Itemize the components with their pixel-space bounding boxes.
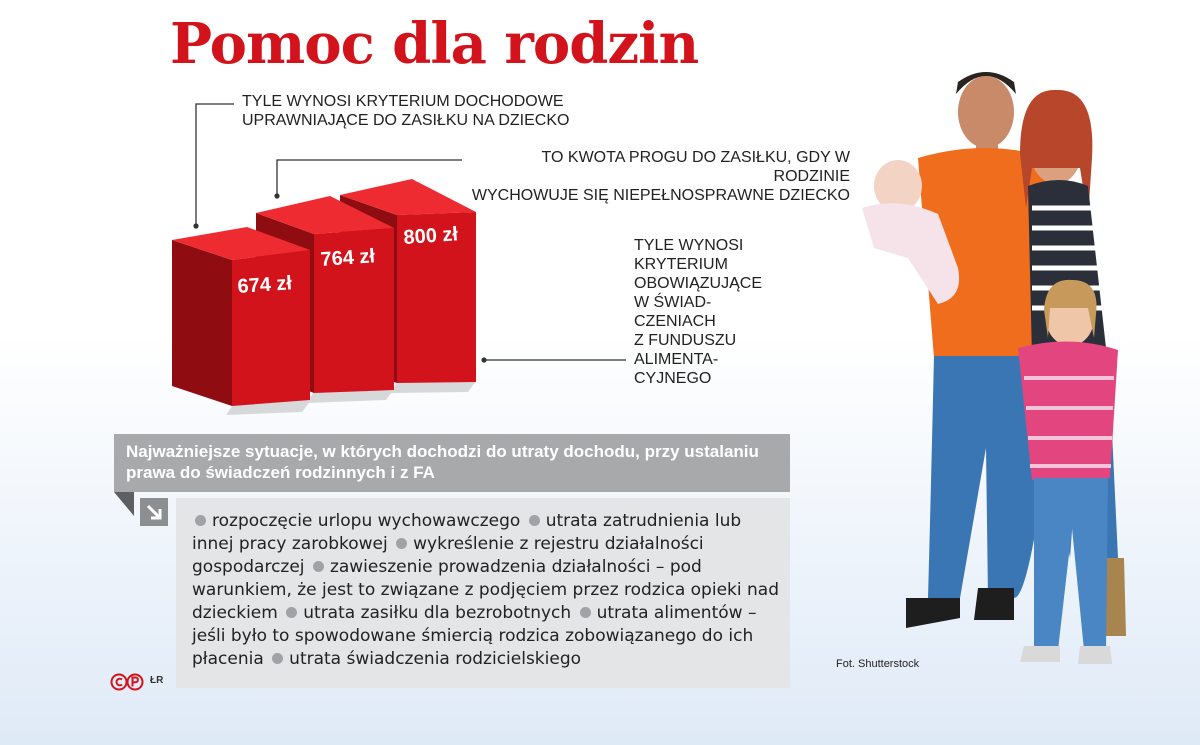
bullet-icon — [580, 607, 591, 618]
bar-800-label: 800 zł — [402, 223, 459, 249]
situations-header-text: Najważniejsze sytuacje, w których dochodzi do utraty dochodu, przy ustalaniu prawa do świadczeń rodzinnych i z FA — [126, 442, 759, 482]
leader-dot-3 — [481, 357, 486, 362]
leader-line-1 — [196, 104, 234, 226]
arrow-down-right-icon-glyph — [140, 498, 168, 526]
family-photo — [788, 58, 1148, 678]
leader-dot-2 — [274, 193, 279, 198]
situations-box — [176, 498, 790, 688]
note-alimony-fund-criterion: TYLE WYNOSI KRYTERIUM OBOWIĄZUJĄCE W ŚWIAD- CZENIACH Z FUNDUSZU ALIMENTA- CYJNEGO — [634, 237, 763, 387]
author-initials: ŁR — [150, 675, 164, 686]
bar-674-side — [172, 240, 232, 406]
note-disabled-child-threshold: TO KWOTA PROGU DO ZASIŁKU, GDY W RODZINIE WYCHOWUJE SIĘ NIEPEŁNOSPRAWNE DZIECKO — [471, 149, 850, 204]
page-title: Pomoc dla rodzin — [170, 11, 699, 77]
bar-674-label: 674 zł — [236, 272, 293, 298]
bullet-icon — [195, 515, 206, 526]
situations-list — [192, 510, 782, 671]
situation-item: utrata zatrudnienia lub innej pracy zarobkowej — [192, 511, 742, 554]
bullet-icon — [529, 515, 540, 526]
situations-header — [114, 434, 790, 492]
bullet-icon — [313, 561, 324, 572]
arrow-down-right-icon — [140, 498, 168, 526]
bullet-icon — [286, 607, 297, 618]
situation-item: zawieszenie prowadzenia działalności – pod warunkiem, że jest to związane z podjęciem przez rodzica opieki nad dzieckiem — [192, 557, 779, 623]
note-income-criterion: TYLE WYNOSI KRYTERIUM DOCHODOWE UPRAWNIAJĄCE DO ZASIŁKU NA DZIECKO — [242, 93, 570, 129]
bullet-icon — [396, 538, 407, 549]
situation-item: rozpoczęcie urlopu wychowawczego — [212, 511, 521, 531]
situation-item: utrata alimentów – jeśli było to spowodowane śmiercią rodzica zobowiązanego do ich płacenia — [192, 603, 757, 669]
bar-764-label: 764 zł — [319, 245, 376, 271]
bar-674 — [172, 227, 311, 415]
photo-credit: Fot. Shutterstock — [836, 658, 920, 670]
situation-item: utrata świadczenia rodzicielskiego — [289, 649, 582, 669]
header-fold — [114, 492, 134, 516]
situation-item: wykreślenie z rejestru działalności gospodarczej — [192, 534, 704, 577]
leader-dot-1 — [193, 223, 198, 228]
copyright-logo-icon — [110, 673, 144, 691]
situation-item: utrata zasiłku dla bezrobotnych — [303, 603, 572, 623]
bullet-icon — [272, 653, 283, 664]
